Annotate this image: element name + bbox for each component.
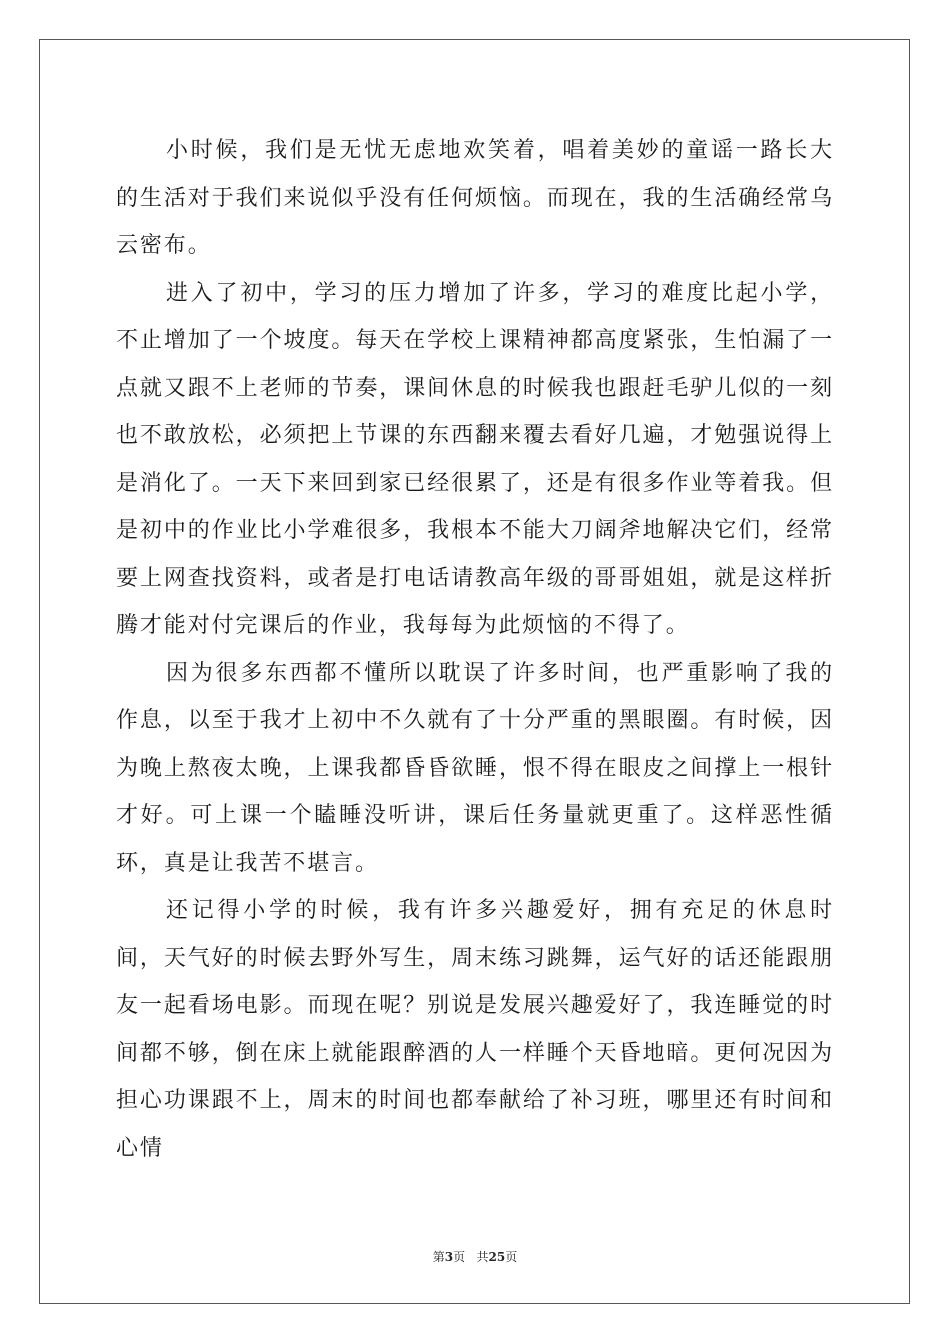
document-body xyxy=(116,127,834,1172)
page-footer xyxy=(0,1248,950,1265)
footer-page-mid: 页 共 xyxy=(453,1250,489,1264)
paragraph-4: 还记得小学的时候，我有许多兴趣爱好，拥有充足的休息时间，天气好的时候去野外写生，周末练习跳舞，运气好的话还能跟朋友一起看场电影。而现在呢？别说是发展兴趣爱好了，我连睡觉的时间都不够，倒在床上就能跟醉酒的人一样睡个天昏地暗。更何况因为担心功课跟不上，周末的时间也都奉献给了补习班，哪里还有时间和心情 xyxy=(116,898,834,1161)
footer-page-suffix: 页 xyxy=(505,1250,518,1264)
footer-page-prefix: 第 xyxy=(432,1250,445,1264)
paragraph-2: 进入了初中，学习的压力增加了许多，学习的难度比起小学，不止增加了一个坡度。每天在学校上课精神都高度紧张，生怕漏了一点就又跟不上老师的节奏，课间休息的时候我也跟赶毛驴儿似的一刻也不敢放松，必须把上节课的东西翻来覆去看好几遍，才勉强说得上是消化了。一天下来回到家已经很累了，还是有很多作业等着我。但是初中的作业比小学难很多，我根本不能大刀阔斧地解决它们，经常要上网查找资料，或者是打电话请教高年级的哥哥姐姐，就是这样折腾才能对付完课后的作业，我每每为此烦恼的不得了。 xyxy=(116,280,834,638)
paragraph-3: 因为很多东西都不懂所以耽误了许多时间，也严重影响了我的作息，以至于我才上初中不久就有了十分严重的黑眼圈。有时候，因为晚上熬夜太晚，上课我都昏昏欲睡，恨不得在眼皮之间撑上一根针才好。可上课一个瞌睡没听讲，课后任务量就更重了。这样恶性循环，真是让我苦不堪言。 xyxy=(116,660,834,876)
footer-page-total: 25 xyxy=(488,1250,506,1264)
paragraph-1: 小时候，我们是无忧无虑地欢笑着，唱着美妙的童谣一路长大的生活对于我们来说似乎没有任何烦恼。而现在，我的生活确经常乌云密布。 xyxy=(116,138,834,258)
footer-page-current: 3 xyxy=(444,1250,454,1264)
